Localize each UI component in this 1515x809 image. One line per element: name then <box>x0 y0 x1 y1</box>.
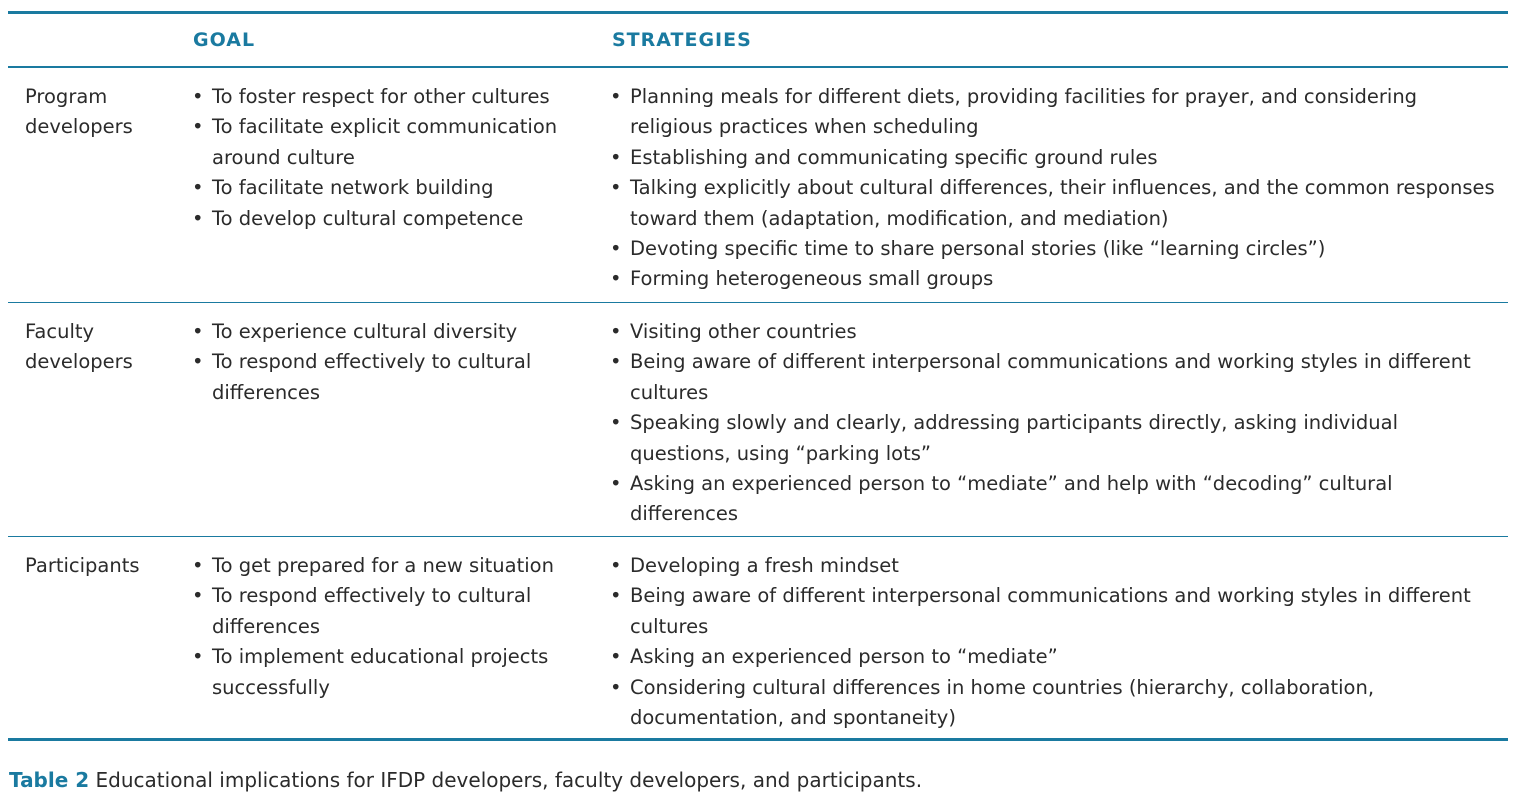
goal-item: • To develop cultural competence <box>190 204 600 234</box>
column-header-goal: GOAL <box>193 29 256 51</box>
table-caption <box>9 768 922 792</box>
table-row <box>8 303 1508 536</box>
strategy-item: • Considering cultural differences in home countries (hierarchy, collaboration, documentation, and spontaneity) <box>608 673 1498 734</box>
caption-label: Table 2 <box>9 768 90 792</box>
bullet-icon: • <box>610 472 622 496</box>
goal-item: • To facilitate network building <box>190 173 600 203</box>
table-row <box>8 68 1508 302</box>
bullet-icon: • <box>610 411 622 435</box>
bullet-icon: • <box>610 645 622 669</box>
goal-item: • To facilitate explicit communication around culture <box>190 112 600 173</box>
strategy-item: • Speaking slowly and clearly, addressing participants directly, asking individual questions, using “parking lots” <box>608 408 1498 469</box>
table-bottom-rule <box>8 738 1508 741</box>
row-role: Participants <box>25 554 140 577</box>
goal-item: • To experience cultural diversity <box>190 317 600 347</box>
strategy-item: • Asking an experienced person to “mediate” <box>608 642 1498 672</box>
row-strategies <box>608 82 1498 295</box>
strategy-item: • Being aware of different interpersonal communications and working styles in different cultures <box>608 581 1498 642</box>
caption-text: Educational implications for IFDP developers, faculty developers, and participants. <box>95 768 923 792</box>
goal-item: • To implement educational projects successfully <box>190 642 600 703</box>
goal-item: • To foster respect for other cultures <box>190 82 600 112</box>
bullet-icon: • <box>192 115 204 139</box>
row-goals <box>190 82 600 234</box>
bullet-icon: • <box>610 237 622 261</box>
row-role: Faculty developers <box>25 320 133 374</box>
bullet-icon: • <box>192 320 204 343</box>
bullet-icon: • <box>610 350 622 374</box>
strategy-item: • Devoting specific time to share personal stories (like “learning circles”) <box>608 234 1498 264</box>
strategy-item: • Establishing and communicating specific ground rules <box>608 143 1498 173</box>
bullet-icon: • <box>610 554 622 577</box>
bullet-icon: • <box>192 645 204 669</box>
row-strategies <box>608 317 1498 530</box>
strategy-item: • Developing a fresh mindset <box>608 551 1498 581</box>
row-role: Program developers <box>25 85 133 139</box>
row-strategies <box>608 551 1498 733</box>
implications-table <box>8 11 1508 741</box>
goal-item: • To get prepared for a new situation <box>190 551 600 581</box>
bullet-icon: • <box>610 320 622 343</box>
bullet-icon: • <box>192 554 204 577</box>
goal-item: • To respond effectively to cultural differences <box>190 581 600 642</box>
strategy-item: • Forming heterogeneous small groups <box>608 264 1498 294</box>
bullet-icon: • <box>610 145 622 169</box>
bullet-icon: • <box>610 584 622 608</box>
bullet-icon: • <box>192 85 204 108</box>
table-header <box>8 14 1508 66</box>
row-goals <box>190 551 600 703</box>
bullet-icon: • <box>192 206 204 230</box>
strategy-item: • Planning meals for different diets, providing facilities for prayer, and considering religious practices when scheduling <box>608 82 1498 143</box>
bullet-icon: • <box>610 176 622 200</box>
strategy-item: • Talking explicitly about cultural differences, their influences, and the common responses toward them (adaptation, modification, and mediation) <box>608 173 1498 234</box>
strategy-item: • Asking an experienced person to “mediate” and help with “decoding” cultural differences <box>608 469 1498 530</box>
bullet-icon: • <box>192 584 204 608</box>
bullet-icon: • <box>192 176 204 200</box>
bullet-icon: • <box>192 350 204 374</box>
goal-item: • To respond effectively to cultural differences <box>190 347 600 408</box>
bullet-icon: • <box>610 85 622 108</box>
column-header-strategies: STRATEGIES <box>612 29 752 51</box>
bullet-icon: • <box>610 267 622 291</box>
table-row <box>8 537 1508 738</box>
bullet-icon: • <box>610 675 622 699</box>
strategy-item: • Visiting other countries <box>608 317 1498 347</box>
strategy-item: • Being aware of different interpersonal communications and working styles in different cultures <box>608 347 1498 408</box>
row-goals <box>190 317 600 408</box>
